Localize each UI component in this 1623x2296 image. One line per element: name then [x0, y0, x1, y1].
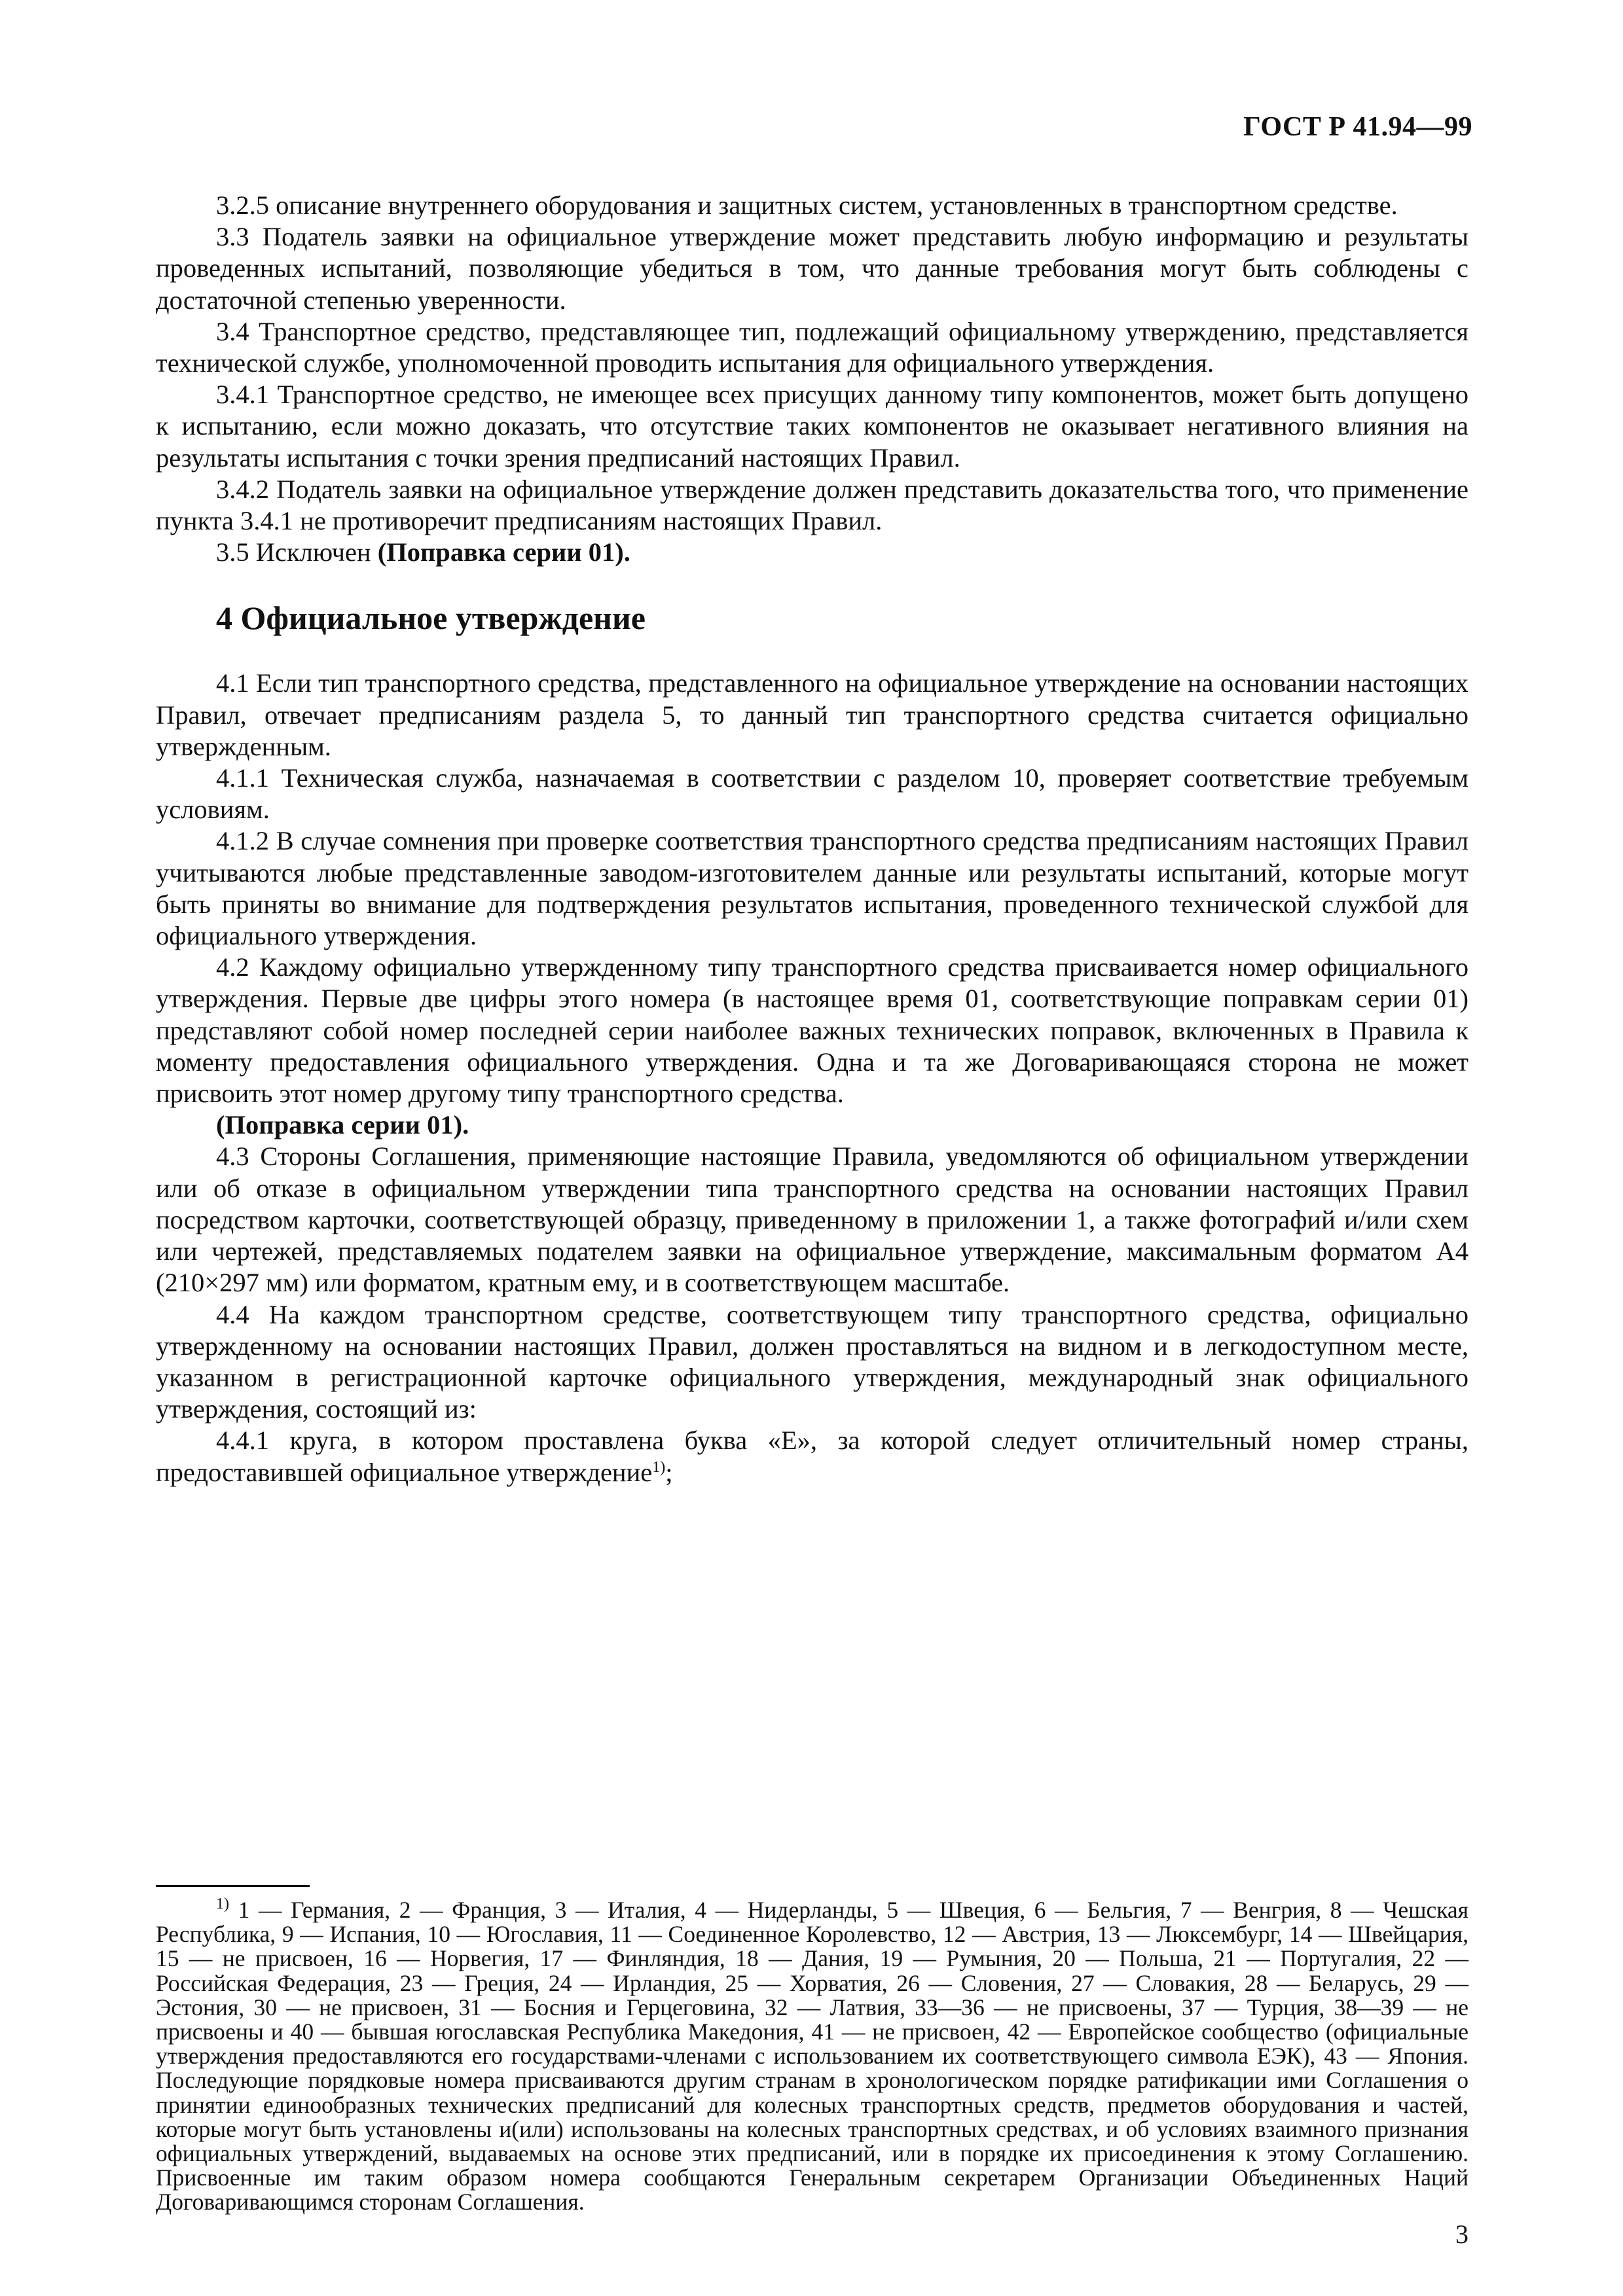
paragraph-4-2: 4.2 Каждому официально утвержденному типу транспортного средства присваивается номер официального утверждения. Первые две цифры этого номера (в настоящее время 01, соответствующие поправкам серии 01) представляют собой номер последней серии наиболее важных технических поправок, включенных в Правила к моменту предоставления официального утверждения. Одна и та же Договаривающаяся сторона не может присвоить этот номер другому типу транспортного средства.	[156, 952, 1468, 1109]
paragraph-4-4-1-text: 4.4.1 круга, в котором проставлена буква «Е», за которой следует отличительный номер страны, предоставившей официальное утверждение	[156, 1426, 1468, 1487]
paragraph-4-3: 4.3 Стороны Соглашения, применяющие настоящие Правила, уведомляются об официальном утверждении или об отказе в официальном утверждении типа транспортного средства на основании настоящих Правил посредством карточки, соответствующей образцу, приведенному в приложении 1, а также фотографий и/или схем или чертежей, представляемых подателем заявки на официальное утверждение, максимальным форматом А4 (210×297 мм) или форматом, кратным ему, и в соответствующем масштабе.	[156, 1141, 1468, 1298]
footnote-text: 1 — Германия, 2 — Франция, 3 — Италия, 4 — Нидерланды, 5 — Швеция, 6 — Бельгия, 7 — Венгрия, 8 — Чешская Республика, 9 — Испания, 10 — Югославия, 11 — Соединенное Королевство, 12 — Австрия, 13 — Люксембург, 14 — Швейцария, 15 — не присвоен, 16 — Норвегия, 17 — Финляндия, 18 — Дания, 19 — Румыния, 20 — Польша, 21 — Португалия, 22 — Российская Федерация, 23 — Греция, 24 — Ирландия, 25 — Хорватия, 26 — Словения, 27 — Словакия, 28 — Беларусь, 29 — Эстония, 30 — не присвоен, 31 — Босния и Герцеговина, 32 — Латвия, 33—36 — не присвоены, 37 — Турция, 38—39 — не присвоены и 40 — бывшая югославская Республика Македония, 41 — не присвоен, 42 — Европейское сообщество (официальные утверждения предоставляются его государствами-членами с использованием их соответствующего символа ЕЭК), 43 — Япония. Последующие порядковые номера присваиваются другим странам в хронологическом порядке ратификации ими Соглашения о принятии единообразных технических предписаний для колесных транспортных средств, предметов оборудования и частей, которые могут быть установлены и(или) использованы на колесных транспортных средствах, и об условиях взаимного признания официальных утверждений, выдаваемых на основе этих предписаний, или в порядке их присоединения к этому Соглашению. Присвоенные им таким образом номера сообщаются Генеральным секретарем Организации Объединенных Наций Договаривающимся сторонам Соглашения.	[156, 1897, 1468, 2215]
paragraph-4-1: 4.1 Если тип транспортного средства, представленного на официальное утверждение на основании настоящих Правил, отвечает предписаниям раздела 5, то данный тип транспортного средства считается официально утвержденным.	[156, 668, 1468, 761]
paragraph-4-4-1-end: ;	[665, 1457, 673, 1487]
paragraph-3-3: 3.3 Податель заявки на официальное утверждение может представить любую информацию и результаты проведенных испытаний, позволяющие убедиться в том, что данные требования могут быть соблюдены с достаточной степенью уверенности.	[156, 222, 1468, 315]
main-text	[156, 190, 1468, 1488]
document-code-header: ГОСТ Р 41.94—99	[1243, 112, 1472, 142]
amendment-note: (Поправка серии 01).	[216, 1110, 469, 1140]
paragraph-4-1-2: 4.1.2 В случае сомнения при проверке соответствия транспортного средства предписаниям настоящих Правил учитываются любые представленные заводом-изготовителем данные или результаты испытаний, которые могут быть приняты во внимание для подтверждения результатов испытания, проведенного технической службой для официального утверждения.	[156, 826, 1468, 951]
paragraph-4-4: 4.4 На каждом транспортном средстве, соответствующем типу транспортного средства, официально утвержденному на основании настоящих Правил, должен проставляться на видном и в легкодоступном месте, указанном в регистрационной карточке официального утверждения, международный знак официального утверждения, состоящий из:	[156, 1299, 1468, 1424]
paragraph-4-4-1	[156, 1425, 1468, 1488]
footnote-reference: 1)	[652, 1458, 666, 1476]
paragraph-3-4-2: 3.4.2 Податель заявки на официальное утверждение должен представить доказательства того, что применение пункта 3.4.1 не противоречит предписаниям настоящих Правил.	[156, 474, 1468, 536]
amendment-note: (Поправка серии 01).	[377, 537, 630, 567]
footnote-area	[156, 1895, 1468, 2215]
paragraph-3-5-text: 3.5 Исключен	[216, 537, 378, 567]
section-4-heading: 4 Официальное утверждение	[216, 600, 646, 637]
paragraph-3-4-1: 3.4.1 Транспортное средство, не имеющее всех присущих данному типу компонентов, может быть допущено к испытанию, если можно доказать, что отсутствие таких компонентов не оказывает негативного влияния на результаты испытания с точки зрения предписаний настоящих Правил.	[156, 380, 1468, 473]
paragraph-3-4: 3.4 Транспортное средство, представляющее тип, подлежащий официальному утверждению, представляется технической службе, уполномоченной проводить испытания для официального утверждения.	[156, 316, 1468, 378]
paragraph-3-5	[156, 537, 1468, 568]
footnote-1	[156, 1895, 1468, 2215]
footnote-marker: 1)	[216, 1895, 229, 1912]
page-number: 3	[1455, 2219, 1468, 2249]
paragraph-4-1-1: 4.1.1 Техническая служба, назначаемая в соответствии с разделом 10, проверяет соответствие требуемым условиям.	[156, 763, 1468, 825]
paragraph-3-2-5: 3.2.5 описание внутреннего оборудования и защитных систем, установленных в транспортном средстве.	[216, 190, 1398, 220]
paragraph-4-2-amendment	[156, 1109, 1468, 1141]
footnote-separator	[156, 1885, 310, 1887]
